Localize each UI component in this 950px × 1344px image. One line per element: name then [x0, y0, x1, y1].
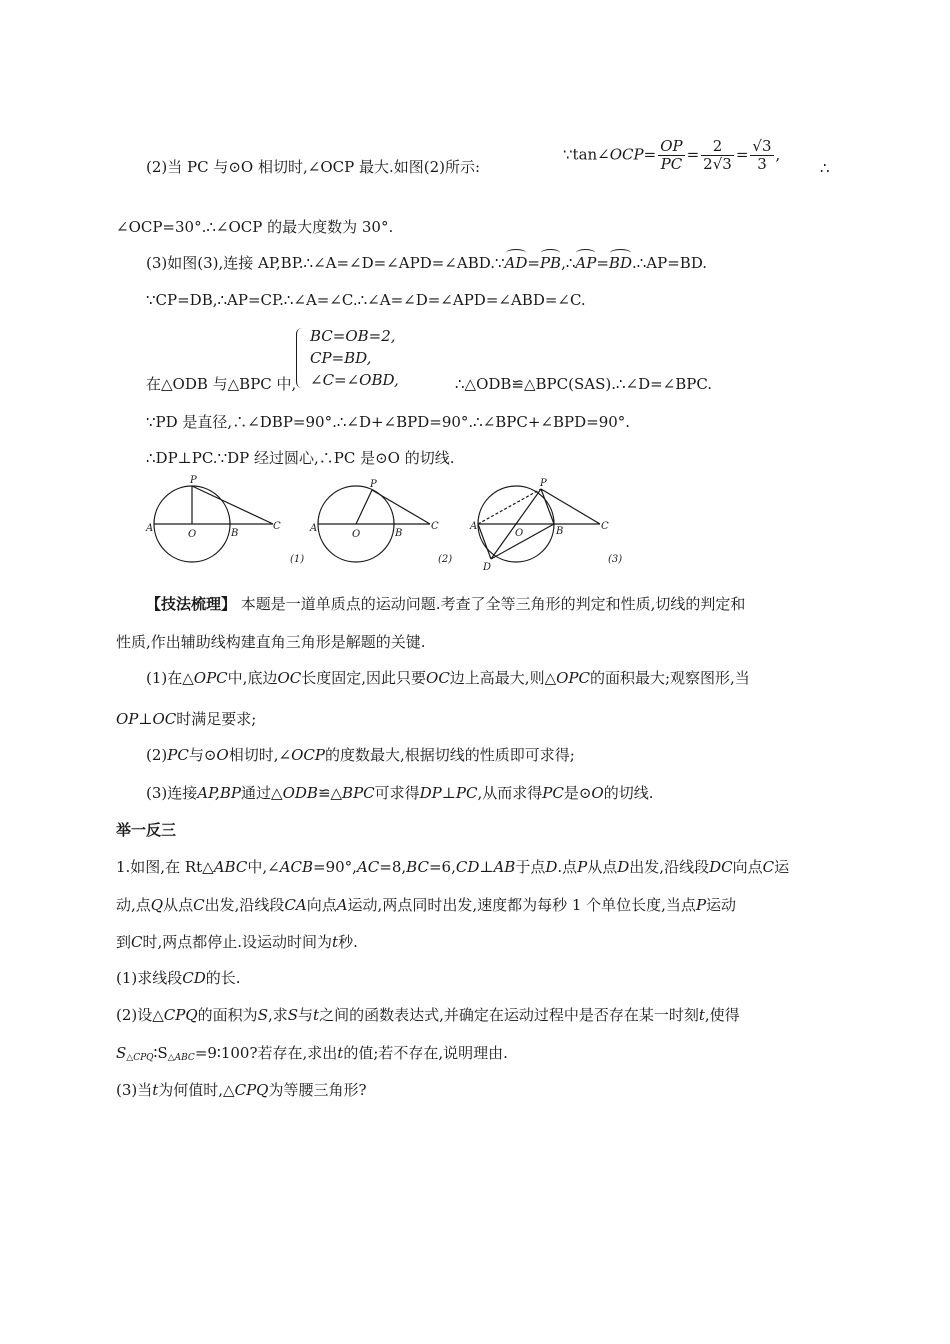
- text: (3)如图(3),连接 AP,BP.∴∠A=∠D=∠APD=∠ABD.∵: [146, 254, 505, 272]
- math: OCP: [291, 746, 325, 764]
- math: C: [762, 858, 775, 876]
- equals: =: [527, 254, 540, 272]
- denominator-2root3: 2√3: [703, 155, 732, 173]
- fig3-label-a: A: [470, 521, 478, 532]
- denominator-pc: PC: [660, 155, 683, 173]
- text: 是⊙: [563, 784, 592, 802]
- math: t: [337, 1044, 344, 1062]
- math: ACB: [279, 858, 314, 876]
- text: 运动,两点同时出发,速度都为每秒 1 个单位长度,当点: [347, 896, 696, 914]
- text: 出发,沿线段: [204, 896, 285, 914]
- text: ≌△: [317, 784, 343, 802]
- math: t: [698, 1006, 705, 1024]
- method-item1: [146, 668, 750, 688]
- text: 边上高最大,则△: [449, 669, 557, 687]
- figure3-line-ad: [478, 524, 491, 559]
- math: P: [577, 858, 588, 876]
- fig1-label-o: O: [188, 529, 197, 540]
- math: AC: [356, 858, 380, 876]
- text: 的值;若不存在,说明理由.: [343, 1044, 508, 1062]
- equation-system: [296, 326, 446, 392]
- method-item2: [146, 745, 575, 765]
- math: ABC: [213, 858, 248, 876]
- math: S: [116, 1044, 127, 1062]
- method-item1-cont: [116, 709, 256, 729]
- text: 之间的函数表达式,并确定在运动过程中是否存在某一时刻: [319, 1006, 699, 1024]
- method-tag: 【技法梳理】: [146, 595, 237, 613]
- figure3-line-pb: [541, 489, 554, 524]
- text: ⊥: [441, 784, 456, 802]
- fig3-label-c: C: [601, 521, 609, 532]
- math: DC: [709, 858, 733, 876]
- tan-text: tan∠: [572, 145, 610, 164]
- triangle-comparison-intro: 在△ODB 与△BPC 中,: [146, 375, 297, 393]
- text: (2): [146, 746, 168, 764]
- fig1-label-b: B: [231, 528, 239, 539]
- fig2-label-a: A: [310, 523, 318, 534]
- text: (2)设△: [116, 1006, 164, 1024]
- math: S: [257, 1006, 268, 1024]
- text: 中,底边: [227, 669, 278, 687]
- math: P: [695, 896, 707, 914]
- math: S: [287, 1006, 299, 1024]
- figure1-line-pc: [192, 486, 273, 524]
- text: (1)在△: [146, 669, 194, 687]
- math: C: [193, 896, 205, 914]
- fig2-label-b: B: [395, 528, 403, 539]
- text: ,使得: [704, 1006, 740, 1024]
- subscript: △CPQ: [126, 1053, 154, 1063]
- fraction-op-pc: [658, 138, 684, 173]
- math: C: [131, 933, 143, 951]
- method-line1: [146, 594, 745, 614]
- part3-line1: [146, 253, 707, 273]
- math: OPC: [556, 669, 590, 687]
- figure2-line-pc: [372, 490, 430, 524]
- comma: ,: [775, 145, 781, 164]
- left-brace: [296, 328, 305, 388]
- text: 出发,沿线段: [629, 858, 710, 876]
- equals: =: [735, 145, 749, 164]
- text: ⊥: [479, 858, 494, 876]
- math: AP,BP: [197, 784, 242, 802]
- math: D: [617, 858, 630, 876]
- system-row-1: BC=OB=2,: [310, 327, 396, 345]
- part2-conclusion: ∠OCP=30°.∴∠OCP 的最大度数为 30°.: [116, 218, 394, 236]
- equals: =: [643, 145, 657, 164]
- fig3-label-p: P: [540, 478, 547, 489]
- denominator-3: 3: [757, 155, 767, 173]
- method-item3: [146, 783, 654, 803]
- text: (3)连接: [146, 784, 198, 802]
- question1-line3: [116, 932, 358, 952]
- numerator-root3: √3: [752, 137, 772, 155]
- math: OP: [116, 710, 139, 728]
- math: PC: [167, 746, 189, 764]
- fig3-caption: (3): [608, 554, 623, 565]
- congruence-conclusion: ∴△ODB≌△BPC(SAS).∴∠D=∠BPC.: [455, 375, 713, 393]
- text: .点: [557, 858, 578, 876]
- figure2-line-op: [356, 490, 372, 524]
- text: =6,: [428, 858, 456, 876]
- math: t: [313, 1006, 320, 1024]
- math: OPC: [193, 669, 228, 687]
- text: 的面积为: [197, 1006, 258, 1024]
- math: BPC: [342, 784, 375, 802]
- fig2-label-o: O: [352, 529, 361, 540]
- math: CA: [284, 896, 307, 914]
- text: =8,: [379, 858, 407, 876]
- part3-line2: ∵CP=DB,∴AP=CP.∴∠A=∠C.∴∠A=∠D=∠APD=∠ABD=∠C.: [146, 291, 586, 309]
- subquestion2-ratio: [116, 1043, 508, 1068]
- arc-bd: BD: [608, 254, 632, 272]
- math: O: [591, 784, 604, 802]
- arc-pb: PB: [539, 254, 562, 272]
- system-row-2: CP=BD,: [310, 349, 372, 367]
- text: 运动: [706, 896, 737, 914]
- text: (1)求线段: [116, 969, 183, 987]
- text: 的面积最大;观察图形,当: [589, 669, 750, 687]
- text: 的度数最大,根据切线的性质即可求得;: [324, 746, 575, 764]
- numerator-op: OP: [660, 137, 683, 155]
- fig2-caption: (2): [438, 554, 453, 565]
- part3-line5: ∴DP⊥PC.∵DP 经过圆心,∴PC 是⊙O 的切线.: [146, 449, 455, 467]
- fig1-label-c: C: [273, 521, 281, 532]
- text: 与⊙: [188, 746, 217, 764]
- fig1-label-p: P: [190, 475, 197, 486]
- part2-lead: (2)当 PC 与⊙O 相切时,∠OCP 最大.如图(2)所示:: [146, 158, 481, 176]
- text: 相切时,∠: [228, 746, 292, 764]
- angle-ocp: OCP: [609, 145, 644, 164]
- equals: =: [686, 145, 700, 164]
- geometry-figures: [140, 474, 640, 574]
- text: 的长.: [205, 969, 241, 987]
- text: =90°,: [313, 858, 357, 876]
- math: Q: [150, 896, 164, 914]
- text: 长度固定,因此只要: [301, 669, 427, 687]
- practice-heading: 举一反三: [116, 821, 177, 839]
- text: =9∶100?若存在,求出: [194, 1044, 338, 1062]
- fig1-caption: (1): [290, 554, 305, 565]
- math: O: [216, 746, 229, 764]
- math: A: [336, 896, 348, 914]
- text: (3)当: [116, 1081, 153, 1099]
- fraction-root3-over-3: [750, 138, 773, 173]
- text: 从点: [163, 896, 194, 914]
- question1-line1: [116, 857, 789, 877]
- text: ,求: [267, 1006, 288, 1024]
- math: CPQ: [163, 1006, 198, 1024]
- text: 通过△: [241, 784, 283, 802]
- tan-formula: [563, 138, 780, 173]
- text: 本题是一道单质点的运动问题.考查了全等三角形的判定和性质,切线的判定和: [240, 595, 746, 613]
- text: 秒.: [338, 933, 358, 951]
- math: t: [332, 933, 339, 951]
- part3-line4: ∵PD 是直径,∴∠DBP=90°.∴∠D+∠BPD=90°.∴∠BPC+∠BPD=90°.: [146, 413, 631, 431]
- text: ,∴: [561, 254, 576, 272]
- text: 向点: [732, 858, 763, 876]
- math: OC: [277, 669, 302, 687]
- subquestion3: [116, 1080, 367, 1100]
- text: .∴AP=BD.: [631, 254, 708, 272]
- subquestion2: [116, 1005, 740, 1025]
- therefore-symbol: ∴: [820, 159, 830, 177]
- math: BC: [406, 858, 429, 876]
- fig3-label-d: D: [483, 562, 492, 573]
- text: 中,∠: [247, 858, 280, 876]
- text: 为何值时,△: [158, 1081, 235, 1099]
- text: ,从而求得: [477, 784, 543, 802]
- math: OC: [152, 710, 177, 728]
- math: CPQ: [234, 1081, 269, 1099]
- fig2-label-p: P: [370, 479, 377, 490]
- fig3-label-b: B: [556, 526, 564, 537]
- fig3-label-o: O: [515, 528, 524, 539]
- fig2-label-c: C: [431, 521, 439, 532]
- text: 到: [116, 933, 132, 951]
- text: 于点: [515, 858, 546, 876]
- equals: =: [596, 254, 609, 272]
- math: t: [152, 1081, 159, 1099]
- question1-line2: [116, 895, 736, 915]
- math: CD: [455, 858, 480, 876]
- subquestion1: [116, 968, 241, 988]
- text: 1.如图,在 Rt△: [116, 858, 214, 876]
- fraction-2-over-2root3: [701, 138, 734, 173]
- math: CD: [182, 969, 206, 987]
- math: D: [545, 858, 558, 876]
- text: 为等腰三角形?: [268, 1081, 367, 1099]
- math: DP: [419, 784, 442, 802]
- fig1-label-a: A: [146, 523, 154, 534]
- text: ⊥: [138, 710, 153, 728]
- text: 向点: [306, 896, 337, 914]
- math: PC: [455, 784, 478, 802]
- numerator-2: 2: [701, 138, 734, 156]
- method-line2: 性质,作出辅助线构建直角三角形是解题的关键.: [116, 633, 426, 651]
- math: PC: [542, 784, 564, 802]
- math: AB: [493, 858, 516, 876]
- subscript: △ABC: [167, 1053, 195, 1063]
- text: 可求得: [374, 784, 420, 802]
- figure3-line-ap: [478, 489, 541, 524]
- text: 时,两点都停止.设运动时间为: [142, 933, 333, 951]
- arc-ap: AP: [575, 254, 597, 272]
- math: ODB: [282, 784, 318, 802]
- text: 与: [298, 1006, 314, 1024]
- text: 时满足要求;: [176, 710, 257, 728]
- text: 运: [774, 858, 790, 876]
- system-row-3: ∠C=∠OBD,: [310, 371, 399, 389]
- because-symbol: ∵: [563, 145, 573, 164]
- text: 从点: [587, 858, 618, 876]
- text: ∶S: [153, 1044, 168, 1062]
- text: 动,点: [116, 896, 151, 914]
- math: OC: [426, 669, 450, 687]
- text: 的切线.: [603, 784, 654, 802]
- arc-ad: AD: [504, 254, 528, 272]
